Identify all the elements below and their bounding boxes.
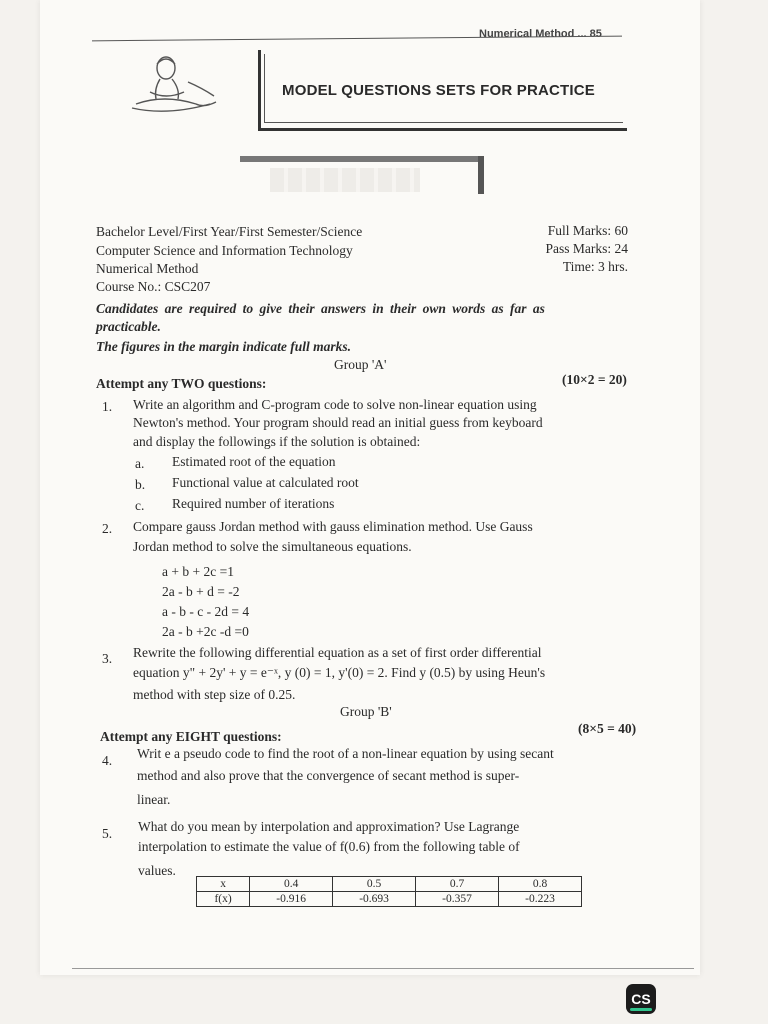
- table-row: [197, 877, 582, 892]
- question-line: and display the followings if the solution is obtained:: [133, 434, 421, 449]
- decorative-post: [478, 156, 484, 194]
- course-program: Computer Science and Information Technology: [96, 243, 353, 258]
- question-line: method and also prove that the convergence of secant method is super-: [137, 768, 520, 783]
- table-cell: -0.916: [250, 892, 333, 907]
- table-cell: -0.223: [499, 892, 582, 907]
- table-cell: -0.693: [333, 892, 416, 907]
- subitem-label: c.: [135, 498, 145, 513]
- group-b-title: Group 'B': [340, 704, 392, 719]
- bottom-rule: [72, 968, 694, 969]
- question-number: 1.: [102, 399, 113, 414]
- subitem-text: Estimated root of the equation: [172, 454, 336, 469]
- instruction-line: practicable.: [96, 319, 161, 334]
- table-cell: 0.8: [499, 877, 582, 892]
- subitem-text: Functional value at calculated root: [172, 475, 359, 490]
- question-line: values.: [138, 863, 176, 878]
- course-level: Bachelor Level/First Year/First Semester/Science: [96, 224, 363, 239]
- course-number: Course No.: CSC207: [96, 279, 211, 294]
- instruction-line: The figures in the margin indicate full marks.: [96, 339, 352, 354]
- question-number: 4.: [102, 753, 113, 768]
- table-cell: -0.357: [416, 892, 499, 907]
- question-line: Writ e a pseudo code to find the root of a non-linear equation by using secant: [137, 746, 554, 761]
- decorative-bar: [240, 156, 482, 162]
- subitem-text: Required number of iterations: [172, 496, 335, 511]
- full-marks: Full Marks: 60: [547, 223, 628, 238]
- subitem-label: b.: [135, 477, 146, 492]
- question-line: method with step size of 0.25.: [133, 687, 296, 702]
- equation: 2a - b + d = -2: [162, 584, 240, 599]
- banner-title: MODEL QUESTIONS SETS FOR PRACTICE: [282, 82, 596, 99]
- value-table: [196, 876, 582, 907]
- table-cell: 0.7: [416, 877, 499, 892]
- question-line: Jordan method to solve the simultaneous equations.: [133, 539, 412, 554]
- table-cell: f(x): [197, 892, 250, 907]
- table-cell: 0.5: [333, 877, 416, 892]
- question-line: Write an algorithm and C-program code to solve non-linear equation using: [133, 397, 537, 412]
- question-line: Newton's method. Your program should read an initial guess from keyboard: [133, 415, 543, 430]
- question-line: equation y" + 2y' + y = e⁻ˣ, y (0) = 1, y'(0) = 2. Find y (0.5) by using Heun's: [133, 665, 546, 680]
- table-row: [197, 892, 582, 907]
- question-line: interpolation to estimate the value of f(0.6) from the following table of: [138, 839, 520, 854]
- running-head: Numerical Method ... 85: [479, 28, 602, 40]
- group-b-attempt: Attempt any EIGHT questions:: [100, 729, 282, 744]
- group-a-marks: (10×2 = 20): [562, 372, 627, 387]
- decorative-shade: [270, 168, 420, 192]
- camscanner-badge: CS: [626, 984, 656, 1014]
- equation: a - b - c - 2d = 4: [162, 604, 250, 619]
- question-line: linear.: [137, 792, 171, 807]
- exam-time: Time: 3 hrs.: [562, 259, 628, 274]
- reading-figure-icon: [126, 52, 222, 128]
- course-subject: Numerical Method: [96, 261, 199, 276]
- group-b-marks: (8×5 = 40): [578, 721, 637, 736]
- question-line: Rewrite the following differential equation as a set of first order differential: [133, 645, 542, 660]
- question-number: 3.: [102, 651, 113, 666]
- equation: 2a - b +2c -d =0: [162, 624, 249, 639]
- group-a-attempt: Attempt any TWO questions:: [96, 376, 267, 391]
- group-a-title: Group 'A': [334, 357, 387, 372]
- question-number: 2.: [102, 521, 113, 536]
- subitem-label: a.: [135, 456, 145, 471]
- question-line: What do you mean by interpolation and approximation? Use Lagrange: [138, 819, 520, 834]
- question-line: Compare gauss Jordan method with gauss elimination method. Use Gauss: [133, 519, 533, 534]
- question-number: 5.: [102, 826, 113, 841]
- pass-marks: Pass Marks: 24: [545, 241, 628, 256]
- table-cell: 0.4: [250, 877, 333, 892]
- table-cell: x: [197, 877, 250, 892]
- instruction-line: Candidates are required to give their answers in their own words as far as: [96, 301, 545, 316]
- equation: a + b + 2c =1: [162, 564, 234, 579]
